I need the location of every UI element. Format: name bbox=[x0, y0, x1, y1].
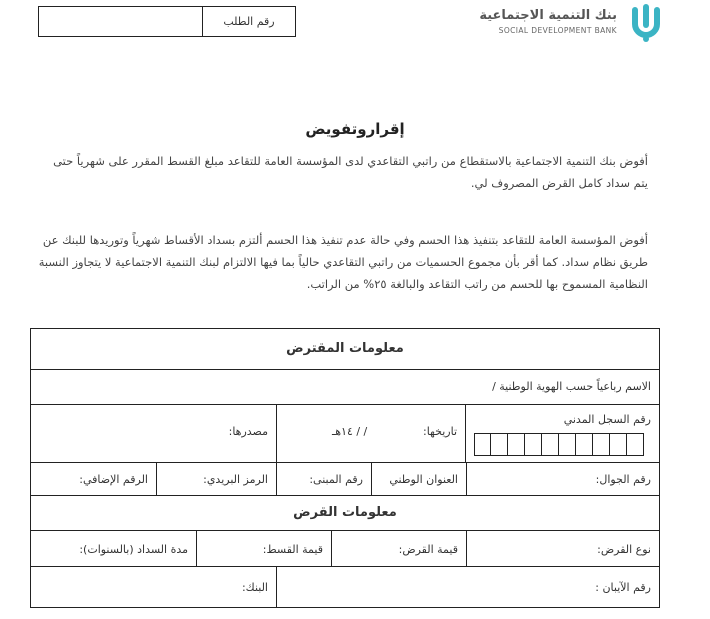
digit-box[interactable] bbox=[559, 433, 576, 456]
request-number-label: رقم الطلب bbox=[202, 7, 295, 36]
iban-cell[interactable] bbox=[276, 567, 659, 607]
building-number-cell[interactable] bbox=[276, 463, 371, 495]
bank-name-cell[interactable] bbox=[31, 567, 276, 607]
document-title: إقراروتفويض bbox=[305, 120, 405, 138]
loan-value-cell[interactable] bbox=[331, 531, 466, 566]
id-date-label: تاريخها: bbox=[422, 425, 457, 438]
id-row bbox=[31, 405, 659, 463]
bank-logo-icon bbox=[627, 4, 665, 44]
installment-value-cell[interactable] bbox=[196, 531, 331, 566]
digit-box[interactable] bbox=[593, 433, 610, 456]
digit-box[interactable] bbox=[542, 433, 559, 456]
loan-type-label: نوع القرض: bbox=[597, 543, 651, 556]
additional-number-cell[interactable] bbox=[31, 463, 156, 495]
bank-name-label: البنك: bbox=[241, 581, 268, 594]
id-source-label: مصدرها: bbox=[228, 425, 268, 438]
id-date-template: / / ١٤هـ bbox=[332, 425, 368, 438]
loan-value-label: قيمة القرض: bbox=[398, 543, 458, 556]
name-row[interactable] bbox=[31, 370, 659, 405]
iban-label: رقم الآيبان : bbox=[595, 581, 651, 594]
request-number-box[interactable] bbox=[38, 6, 296, 37]
digit-box[interactable] bbox=[610, 433, 627, 456]
loan-details-row bbox=[31, 531, 659, 567]
contact-row bbox=[31, 463, 659, 496]
installment-value-label: قيمة القسط: bbox=[262, 543, 323, 556]
digit-box[interactable] bbox=[576, 433, 593, 456]
national-address-cell bbox=[371, 463, 466, 495]
loan-section-header bbox=[31, 496, 659, 531]
digit-box[interactable] bbox=[525, 433, 542, 456]
digit-box[interactable] bbox=[474, 433, 491, 456]
loan-section-title: معلومات القرض bbox=[293, 505, 397, 520]
loan-type-cell[interactable] bbox=[466, 531, 659, 566]
bank-details-row bbox=[31, 567, 659, 607]
full-name-label: الاسم رباعياً حسب الهوية الوطنية / bbox=[492, 380, 651, 393]
digit-box[interactable] bbox=[508, 433, 525, 456]
payment-duration-label: مدة السداد (بالسنوات): bbox=[79, 543, 188, 556]
postal-code-label: الرمز البريدي: bbox=[203, 473, 268, 486]
postal-code-cell[interactable] bbox=[156, 463, 276, 495]
civil-registry-digit-boxes[interactable] bbox=[474, 433, 644, 456]
borrower-loan-form bbox=[30, 328, 660, 608]
mobile-label: رقم الجوال: bbox=[595, 473, 651, 486]
mobile-cell[interactable] bbox=[466, 463, 659, 495]
digit-box[interactable] bbox=[627, 433, 644, 456]
borrower-section-title: معلومات المقترض bbox=[286, 341, 404, 356]
building-number-label: رقم المبنى: bbox=[309, 473, 363, 486]
digit-box[interactable] bbox=[491, 433, 508, 456]
additional-number-label: الرقم الإضافي: bbox=[79, 473, 148, 486]
id-date-cell[interactable] bbox=[276, 405, 466, 462]
bank-logo bbox=[479, 4, 667, 44]
payment-duration-cell[interactable] bbox=[31, 531, 196, 566]
authorization-paragraph-1: أفوض بنك التنمية الاجتماعية بالاستقطاع من راتبي التقاعدي لدى المؤسسة العامة للتقاعد مبلغ القسط المقرر على شهرياً حتى يتم سداد كامل القرض المصروف لي. bbox=[53, 154, 648, 190]
logo-arabic-text: بنك التنمية الاجتماعية bbox=[479, 8, 617, 23]
authorization-paragraph-2: أفوض المؤسسة العامة للتقاعد بتنفيذ هذا الحسم وفي حالة عدم تنفيذ هذا الحسم ألتزم بسداد الأقساط شهرياً وتوريدها للبنك عن طريق نظام سداد. كما أقر بأن مجموع الحسميات من راتبي التقاعدي حالياً بما فيها الالتزام لبنك التنمية الاجتماعية لا يتجاوز النسبة النظامية المسموح بها للحسم من راتب التقاعد والبالغة ٢٥% من الراتب. bbox=[38, 233, 648, 291]
civil-registry-label: رقم السجل المدني bbox=[563, 413, 651, 426]
logo-english-text: SOCIAL DEVELOPMENT BANK bbox=[498, 26, 617, 35]
national-address-label: العنوان الوطني bbox=[389, 473, 458, 486]
id-source-cell[interactable] bbox=[31, 405, 276, 462]
borrower-section-header bbox=[31, 329, 659, 370]
